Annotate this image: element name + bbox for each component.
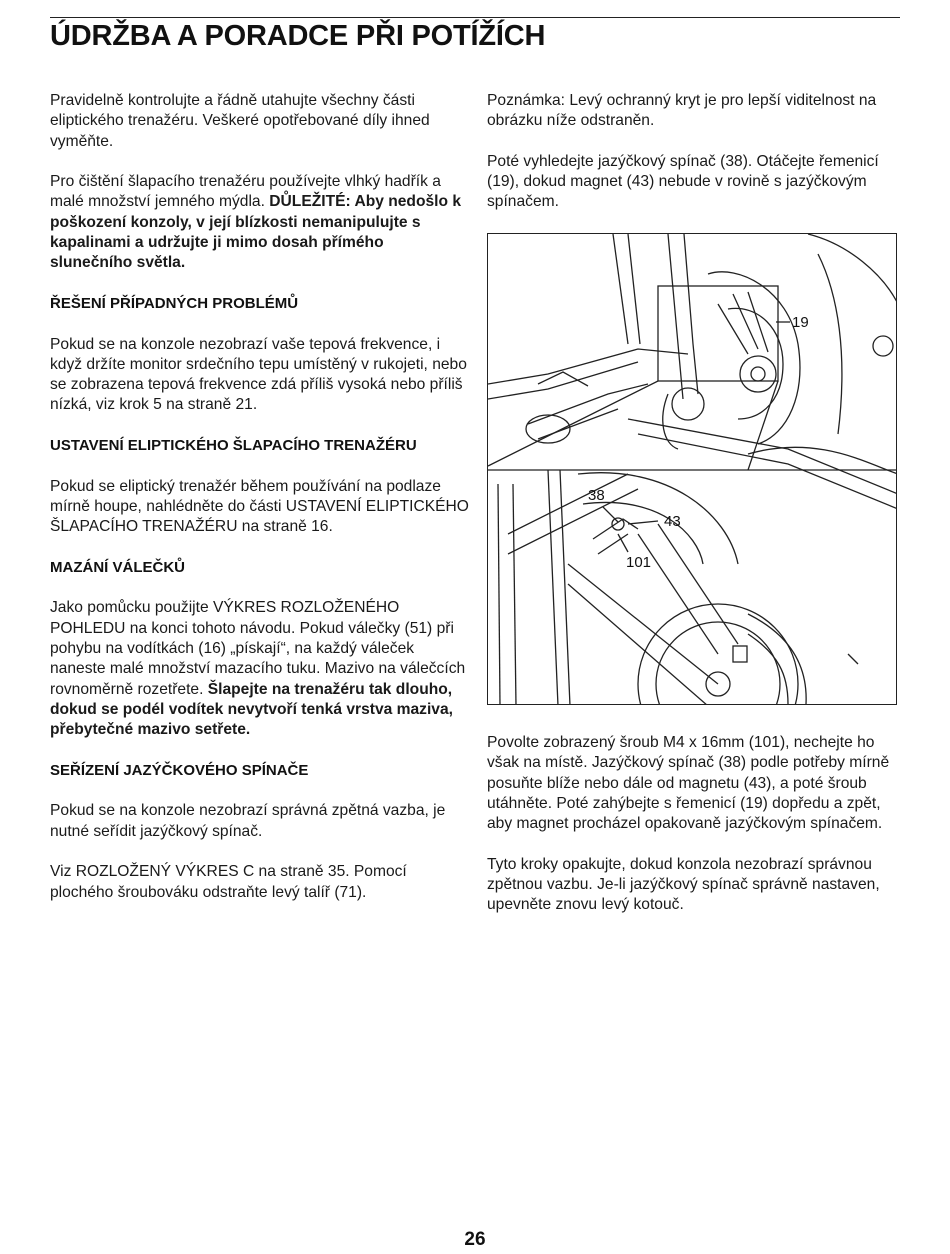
cleaning-text: Pro čištění šlapacího trenažéru používejte vlhký hadřík a malé množství jemného mýdla. (50, 173, 441, 211)
heading-reed-switch: SEŘÍZENÍ JAZÝČKOVÉHO SPÍNAČE (50, 761, 309, 779)
paragraph-repeat: Tyto kroky opakujte, dokud konzola nezobrazí správnou zpětnou vazbu. Je-li jazýčkový spínač správně nastaven, upevněte znovu levý kotouč. (487, 855, 880, 914)
paragraph-exploded-view: Viz ROZLOŽENÝ VÝKRES C na straně 35. Pomocí plochého šroubováku odstraňte levý talíř (71). (50, 863, 407, 901)
paragraph-leveling: Pokud se eliptický trenažér během používání na podlaze mírně houpe, nahlédněte do části USTAVENÍ ELIPTICKÉHO ŠLAPACÍHO TRENAŽÉRU na straně 16. (50, 477, 469, 536)
paragraph-note: Poznámka: Levý ochranný kryt je pro lepší viditelnost na obrázku níže odstraněn. (487, 92, 877, 130)
rollers-bold-text: Šlapejte na trenažéru tak dlouho, dokud se podél vodítek nevytvoří tenká vrstva maziva, přebytečné mazivo setřete. (50, 680, 453, 739)
heading-troubleshooting: ŘEŠENÍ PŘÍPADNÝCH PROBLÉMŮ (50, 294, 299, 312)
reed-switch-illustration (488, 234, 897, 705)
paragraph-loosen-screw: Povolte zobrazený šroub M4 x 16mm (101), nechejte ho však na místě. Jazýčkový spínač (38) podle potřeby mírně posuňte blíže nebo dále od magnetu (43), a poté šroub utáhněte. Poté zahýbejte s řemenicí (19) dopředu a zpět, aby magnet procházel opakovaně jazýčkovým spínačem. (487, 734, 890, 833)
top-rule (50, 17, 900, 18)
callout-38: 38 (588, 487, 605, 505)
right-column (487, 91, 902, 936)
heading-rollers: MAZÁNÍ VÁLEČKŮ (50, 558, 185, 576)
paragraph-rollers (50, 598, 470, 740)
left-column (50, 91, 470, 923)
callout-43: 43 (664, 513, 681, 531)
page-title: ÚDRŽBA A PORADCE PŘI POTÍŽÍCH (50, 20, 546, 52)
rollers-text: Jako pomůcku použijte VÝKRES ROZLOŽENÉHO POHLEDU na konci tohoto návodu. Pokud válečky (51) při pohybu na vodítkách (16) „pískají“, na každý váleček naneste malé množství mazacího tuku. Mazivo na válečcích rovnoměrně rozetřete. (50, 599, 466, 698)
callout-19: 19 (792, 314, 809, 332)
paragraph-cleaning (50, 172, 470, 273)
reed-switch-figure (487, 233, 897, 705)
paragraph-locate-switch: Poté vyhledejte jazýčkový spínač (38). Otáčejte řemenicí (19), dokud magnet (43) nebude v rovině s jazýčkovým spínačem. (487, 152, 879, 211)
important-warning: DŮLEŽITÉ: Aby nedošlo k poškození konzoly, v její blízkosti nemanipulujte s kapalinami a udržujte ji mimo dosah přímého slunečního světla. (50, 193, 462, 272)
page-number: 26 (464, 1229, 486, 1250)
paragraph-maintenance: Pravidelně kontrolujte a řádně utahujte všechny části eliptického trenažéru. Veškeré opotřebované díly ihned vyměňte. (50, 92, 430, 150)
paragraph-heart-rate: Pokud se na konzole nezobrazí vaše tepová frekvence, i když držíte monitor srdečního tepu umístěný v rukojeti, nebo se zobrazena tepová frekvence zdá příliš vysoká nebo příliš nízká, viz krok 5 na straně 21. (50, 335, 467, 414)
callout-101: 101 (626, 554, 652, 572)
heading-leveling: USTAVENÍ ELIPTICKÉHO ŠLAPACÍHO TRENAŽÉRU (50, 437, 417, 455)
paragraph-reed-feedback: Pokud se na konzole nezobrazí správná zpětná vazba, je nutné seřídit jazýčkový spínač. (50, 802, 446, 840)
